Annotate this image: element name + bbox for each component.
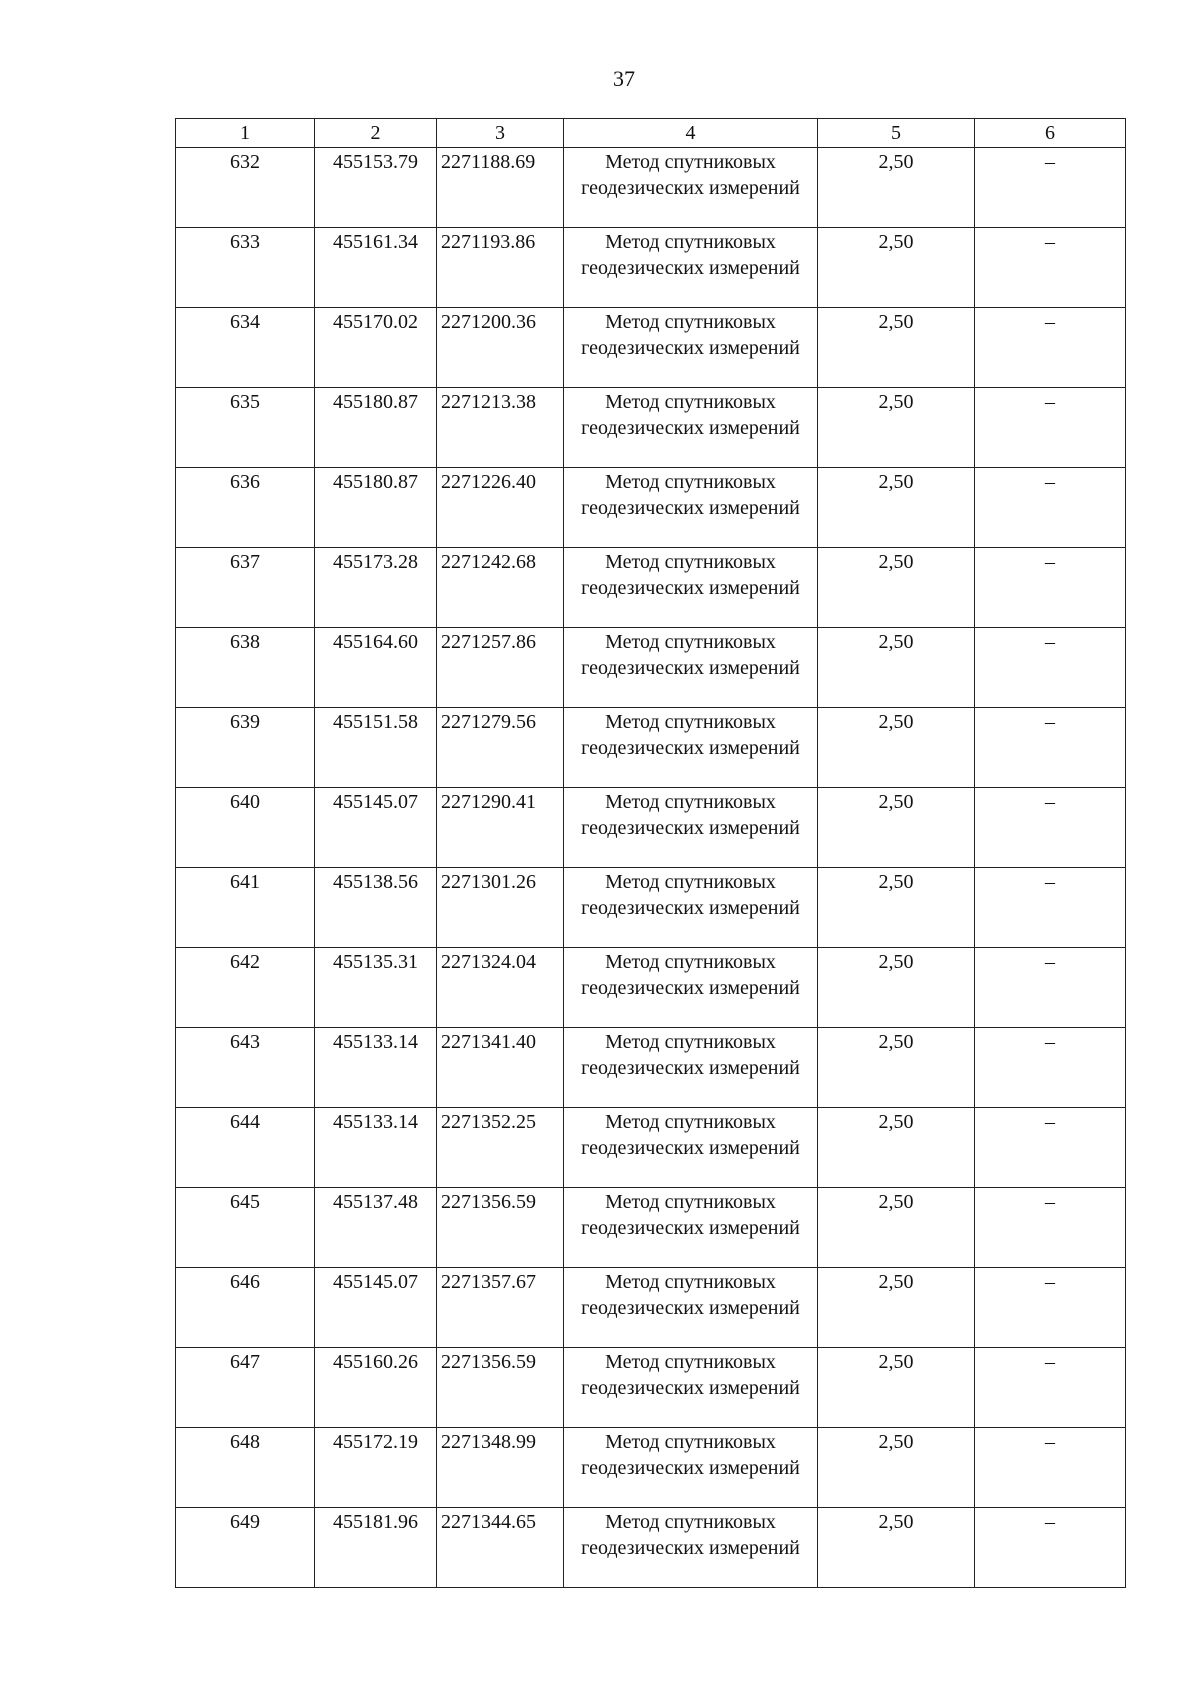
point-number-cell: 639 — [176, 708, 315, 788]
accuracy-cell: 2,50 — [818, 1508, 975, 1588]
x-coordinate-cell: 455133.14 — [315, 1028, 437, 1108]
note-cell: – — [975, 1268, 1126, 1348]
table-row — [176, 1268, 1126, 1348]
table-row — [176, 308, 1126, 388]
point-number-cell: 644 — [176, 1108, 315, 1188]
x-coordinate-cell: 455153.79 — [315, 148, 437, 228]
note-cell: – — [975, 148, 1126, 228]
y-coordinate-cell: 2271193.86 — [437, 228, 564, 308]
x-coordinate-cell: 455173.28 — [315, 548, 437, 628]
y-coordinate-cell: 2271352.25 — [437, 1108, 564, 1188]
table-row — [176, 788, 1126, 868]
accuracy-cell: 2,50 — [818, 1188, 975, 1268]
y-coordinate-cell: 2271356.59 — [437, 1188, 564, 1268]
y-coordinate-cell: 2271213.38 — [437, 388, 564, 468]
accuracy-cell: 2,50 — [818, 148, 975, 228]
x-coordinate-cell: 455145.07 — [315, 788, 437, 868]
page-number: 37 — [613, 66, 635, 91]
method-cell: Метод спутниковых геодезических измерений — [564, 628, 818, 708]
method-cell: Метод спутниковых геодезических измерений — [564, 548, 818, 628]
method-cell: Метод спутниковых геодезических измерений — [564, 148, 818, 228]
table-row — [176, 628, 1126, 708]
y-coordinate-cell: 2271301.26 — [437, 868, 564, 948]
note-cell: – — [975, 1108, 1126, 1188]
x-coordinate-cell: 455170.02 — [315, 308, 437, 388]
accuracy-cell: 2,50 — [818, 1108, 975, 1188]
point-number-cell: 635 — [176, 388, 315, 468]
note-cell: – — [975, 228, 1126, 308]
point-number-cell: 634 — [176, 308, 315, 388]
method-cell: Метод спутниковых геодезических измерений — [564, 708, 818, 788]
table-body — [176, 148, 1126, 1588]
method-cell: Метод спутниковых геодезических измерений — [564, 1428, 818, 1508]
y-coordinate-cell: 2271357.67 — [437, 1268, 564, 1348]
accuracy-cell: 2,50 — [818, 548, 975, 628]
point-number-cell: 640 — [176, 788, 315, 868]
y-coordinate-cell: 2271341.40 — [437, 1028, 564, 1108]
method-cell: Метод спутниковых геодезических измерений — [564, 1508, 818, 1588]
note-cell: – — [975, 388, 1126, 468]
point-number-cell: 647 — [176, 1348, 315, 1428]
method-cell: Метод спутниковых геодезических измерений — [564, 308, 818, 388]
y-coordinate-cell: 2271257.86 — [437, 628, 564, 708]
y-coordinate-cell: 2271344.65 — [437, 1508, 564, 1588]
method-cell: Метод спутниковых геодезических измерений — [564, 468, 818, 548]
note-cell: – — [975, 788, 1126, 868]
y-coordinate-cell: 2271188.69 — [437, 148, 564, 228]
note-cell: – — [975, 548, 1126, 628]
point-number-cell: 642 — [176, 948, 315, 1028]
table-row — [176, 1348, 1126, 1428]
accuracy-cell: 2,50 — [818, 228, 975, 308]
column-header: 5 — [818, 119, 975, 148]
accuracy-cell: 2,50 — [818, 788, 975, 868]
x-coordinate-cell: 455181.96 — [315, 1508, 437, 1588]
table-header-row — [176, 119, 1126, 148]
note-cell: – — [975, 1188, 1126, 1268]
point-number-cell: 645 — [176, 1188, 315, 1268]
x-coordinate-cell: 455137.48 — [315, 1188, 437, 1268]
column-header: 1 — [176, 119, 315, 148]
accuracy-cell: 2,50 — [818, 708, 975, 788]
note-cell: – — [975, 1428, 1126, 1508]
column-header: 2 — [315, 119, 437, 148]
accuracy-cell: 2,50 — [818, 1028, 975, 1108]
point-number-cell: 636 — [176, 468, 315, 548]
table-row — [176, 388, 1126, 468]
note-cell: – — [975, 948, 1126, 1028]
point-number-cell: 649 — [176, 1508, 315, 1588]
point-number-cell: 638 — [176, 628, 315, 708]
table-row — [176, 1028, 1126, 1108]
note-cell: – — [975, 628, 1126, 708]
accuracy-cell: 2,50 — [818, 388, 975, 468]
method-cell: Метод спутниковых геодезических измерений — [564, 1348, 818, 1428]
y-coordinate-cell: 2271279.56 — [437, 708, 564, 788]
column-header: 3 — [437, 119, 564, 148]
table-row — [176, 948, 1126, 1028]
table-row — [176, 868, 1126, 948]
note-cell: – — [975, 308, 1126, 388]
x-coordinate-cell: 455161.34 — [315, 228, 437, 308]
accuracy-cell: 2,50 — [818, 308, 975, 388]
method-cell: Метод спутниковых геодезических измерений — [564, 1108, 818, 1188]
column-header: 4 — [564, 119, 818, 148]
coordinates-table — [175, 118, 1126, 1588]
point-number-cell: 633 — [176, 228, 315, 308]
point-number-cell: 641 — [176, 868, 315, 948]
x-coordinate-cell: 455151.58 — [315, 708, 437, 788]
method-cell: Метод спутниковых геодезических измерений — [564, 948, 818, 1028]
x-coordinate-cell: 455135.31 — [315, 948, 437, 1028]
x-coordinate-cell: 455180.87 — [315, 468, 437, 548]
table-row — [176, 548, 1126, 628]
table-row — [176, 1508, 1126, 1588]
x-coordinate-cell: 455160.26 — [315, 1348, 437, 1428]
note-cell: – — [975, 468, 1126, 548]
y-coordinate-cell: 2271324.04 — [437, 948, 564, 1028]
note-cell: – — [975, 868, 1126, 948]
table-row — [176, 1108, 1126, 1188]
accuracy-cell: 2,50 — [818, 868, 975, 948]
table-row — [176, 148, 1126, 228]
method-cell: Метод спутниковых геодезических измерений — [564, 868, 818, 948]
x-coordinate-cell: 455172.19 — [315, 1428, 437, 1508]
table-row — [176, 1428, 1126, 1508]
x-coordinate-cell: 455164.60 — [315, 628, 437, 708]
x-coordinate-cell: 455133.14 — [315, 1108, 437, 1188]
x-coordinate-cell: 455180.87 — [315, 388, 437, 468]
note-cell: – — [975, 1348, 1126, 1428]
point-number-cell: 643 — [176, 1028, 315, 1108]
column-header: 6 — [975, 119, 1126, 148]
note-cell: – — [975, 708, 1126, 788]
method-cell: Метод спутниковых геодезических измерений — [564, 788, 818, 868]
table-row — [176, 1188, 1126, 1268]
accuracy-cell: 2,50 — [818, 468, 975, 548]
y-coordinate-cell: 2271200.36 — [437, 308, 564, 388]
note-cell: – — [975, 1028, 1126, 1108]
y-coordinate-cell: 2271356.59 — [437, 1348, 564, 1428]
method-cell: Метод спутниковых геодезических измерений — [564, 1028, 818, 1108]
point-number-cell: 648 — [176, 1428, 315, 1508]
y-coordinate-cell: 2271242.68 — [437, 548, 564, 628]
accuracy-cell: 2,50 — [818, 628, 975, 708]
x-coordinate-cell: 455138.56 — [315, 868, 437, 948]
accuracy-cell: 2,50 — [818, 948, 975, 1028]
accuracy-cell: 2,50 — [818, 1348, 975, 1428]
method-cell: Метод спутниковых геодезических измерений — [564, 388, 818, 468]
accuracy-cell: 2,50 — [818, 1428, 975, 1508]
point-number-cell: 637 — [176, 548, 315, 628]
method-cell: Метод спутниковых геодезических измерений — [564, 1268, 818, 1348]
table-row — [176, 228, 1126, 308]
y-coordinate-cell: 2271348.99 — [437, 1428, 564, 1508]
x-coordinate-cell: 455145.07 — [315, 1268, 437, 1348]
method-cell: Метод спутниковых геодезических измерений — [564, 228, 818, 308]
note-cell: – — [975, 1508, 1126, 1588]
method-cell: Метод спутниковых геодезических измерений — [564, 1188, 818, 1268]
table-row — [176, 468, 1126, 548]
point-number-cell: 632 — [176, 148, 315, 228]
accuracy-cell: 2,50 — [818, 1268, 975, 1348]
y-coordinate-cell: 2271290.41 — [437, 788, 564, 868]
table-row — [176, 708, 1126, 788]
point-number-cell: 646 — [176, 1268, 315, 1348]
y-coordinate-cell: 2271226.40 — [437, 468, 564, 548]
